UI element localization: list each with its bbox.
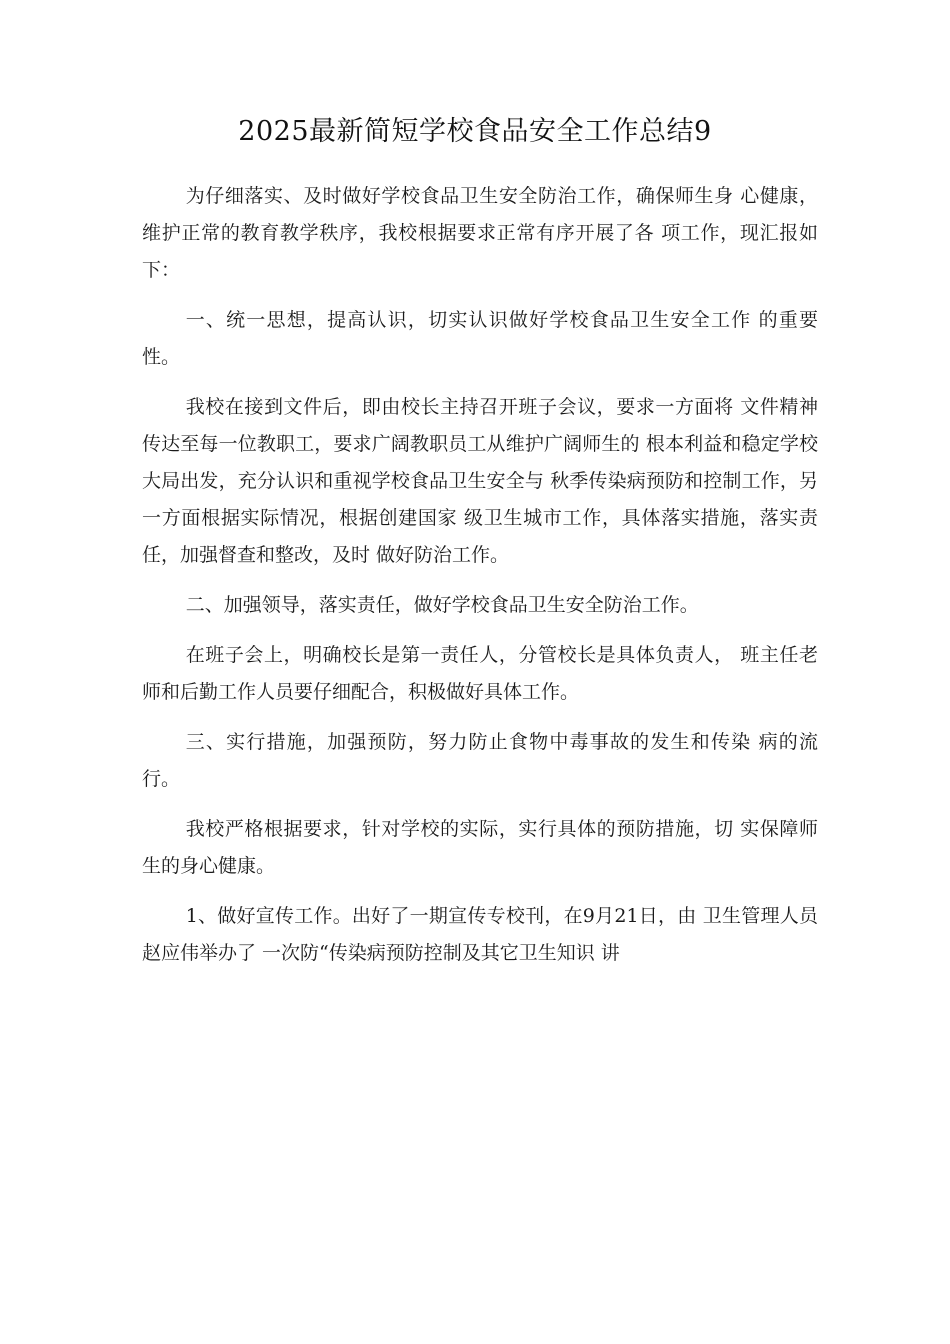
section-heading-1: 一、统一思想，提高认识，切实认识做好学校食品卫生安全工作 的重要性。 <box>142 309 818 368</box>
document-body <box>142 178 818 985</box>
paragraph-section-2: 在班子会上，明确校长是第一责任人，分管校长是具体负责人， 班主任老师和后勤工作人员要仔细配合，积极做好具体工作。 <box>142 644 818 703</box>
document-title: 2025最新简短学校食品安全工作总结9 <box>238 116 712 147</box>
paragraph-section-1: 我校在接到文件后，即由校长主持召开班子会议，要求一方面将 文件精神传达至每一位教职工，要求广阔教职员工从维护广阔师生的 根本利益和稳定学校大局出发，充分认识和重视学校食品卫生安全与 秋季传染病预防和控制工作，另一方面根据实际情况，根据创建国家 级卫生城市工作，具体落实措施，落实责任，加强督查和整改，及时 做好防治工作。 <box>142 396 818 566</box>
paragraph-section-3: 我校严格根据要求，针对学校的实际，实行具体的预防措施，切 实保障师生的身心健康。 <box>142 818 818 877</box>
paragraph-item-1: 1、做好宣传工作。出好了一期宣传专校刊，在9月21日，由 卫生管理人员赵应伟举办了 一次防“传染病预防控制及其它卫生知识 讲 <box>142 905 818 964</box>
section-heading-2: 二、加强领导，落实责任，做好学校食品卫生安全防治工作。 <box>185 594 699 616</box>
paragraph-intro: 为仔细落实、及时做好学校食品卫生安全防治工作，确保师生身 心健康，维护正常的教育教学秩序，我校根据要求正常有序开展了各 项工作，现汇报如下： <box>142 185 818 281</box>
section-heading-3: 三、实行措施，加强预防，努力防止食物中毒事故的发生和传染 病的流行。 <box>142 731 818 790</box>
